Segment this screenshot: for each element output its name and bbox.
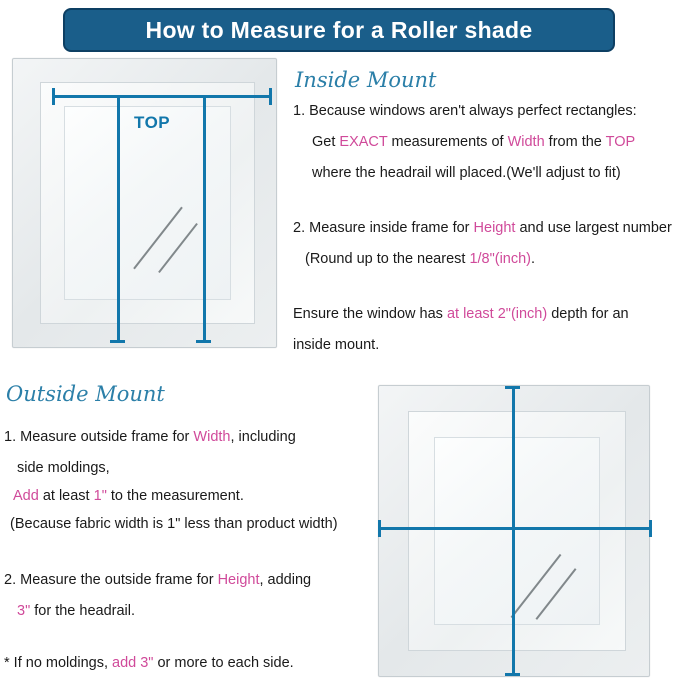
outside-note — [4, 648, 294, 679]
inch-emphasis: 3" — [17, 603, 31, 619]
width-measure-endcap-right — [269, 88, 272, 105]
text-fragment: 2. Measure inside frame for — [293, 220, 474, 236]
glass-reflection-line — [133, 207, 183, 270]
height-emphasis: Height — [473, 220, 516, 236]
height-measure-line-center — [512, 386, 515, 676]
outside-step2-line1 — [4, 565, 311, 596]
text-fragment: (Round up to the nearest — [305, 251, 470, 267]
page-title: How to Measure for a Roller shade — [145, 16, 533, 43]
text-fragment: . — [531, 251, 536, 267]
inch-emphasis: 1" — [93, 488, 107, 504]
text-fragment: 1. Measure outside frame for — [4, 429, 194, 445]
inside-note-line1 — [293, 299, 629, 330]
add-emphasis: add 3" — [112, 655, 154, 671]
outside-step1-line4: (Because fabric width is 1" less than product width) — [10, 516, 338, 532]
outside-step1-line1 — [4, 422, 296, 453]
text-fragment: Get — [312, 134, 340, 150]
width-measure-endcap-left — [378, 520, 381, 537]
glass-reflection-line — [511, 554, 562, 618]
text-fragment: from the — [544, 134, 606, 150]
text-fragment: at least — [38, 488, 94, 504]
depth-emphasis: at least 2"(inch) — [446, 306, 548, 322]
height-measure-line-right — [203, 95, 206, 343]
exact-emphasis: EXACT — [339, 134, 388, 150]
inside-mount-heading: Inside Mount — [295, 68, 437, 92]
inside-step2-line1 — [293, 213, 672, 244]
text-fragment: measurements of — [387, 134, 508, 150]
width-measure-endcap-right — [649, 520, 652, 537]
height-measure-line-left — [117, 95, 120, 343]
text-fragment: or more to each side. — [153, 655, 294, 671]
width-measure-endcap-left — [52, 88, 55, 105]
height-measure-endcap-top — [505, 386, 520, 389]
outside-mount-heading: Outside Mount — [6, 382, 165, 406]
text-fragment: Ensure the window has — [293, 306, 447, 322]
top-label: TOP — [134, 113, 171, 132]
inside-step2-line2 — [305, 244, 535, 275]
inside-step1-line1: 1. Because windows aren't always perfect rectangles: — [293, 103, 637, 119]
outside-step1-line3 — [13, 481, 244, 512]
inside-step1-line3: where the headrail will placed.(We'll adjust to fit) — [312, 165, 621, 181]
height-measure-endcap-right-bottom — [196, 340, 211, 343]
window-glass-pane — [434, 437, 600, 625]
title-banner — [63, 8, 615, 52]
inside-step1-line2 — [312, 127, 635, 158]
width-emphasis: Width — [507, 134, 545, 150]
text-fragment: for the headrail. — [30, 603, 136, 619]
fraction-emphasis: 1/8"(inch) — [469, 251, 532, 267]
outside-step1-line2: side moldings, — [17, 460, 110, 476]
height-measure-endcap-left-bottom — [110, 340, 125, 343]
text-fragment: 2. Measure the outside frame for — [4, 572, 218, 588]
text-fragment: to the measurement. — [106, 488, 244, 504]
text-fragment: and use largest number — [515, 220, 672, 236]
add-emphasis: Add — [13, 488, 39, 504]
text-fragment: * If no moldings, — [4, 655, 112, 671]
width-measure-line-top — [52, 95, 272, 98]
text-fragment: , adding — [259, 572, 312, 588]
text-fragment: depth for an — [547, 306, 629, 322]
inside-note-line2: inside mount. — [293, 337, 380, 353]
height-measure-endcap-bottom — [505, 673, 520, 676]
outside-step2-line2 — [17, 596, 135, 627]
height-emphasis: Height — [217, 572, 260, 588]
text-fragment: , including — [230, 429, 296, 445]
top-emphasis: TOP — [605, 134, 636, 150]
width-emphasis: Width — [193, 429, 231, 445]
width-measure-line-bottom — [378, 527, 652, 530]
